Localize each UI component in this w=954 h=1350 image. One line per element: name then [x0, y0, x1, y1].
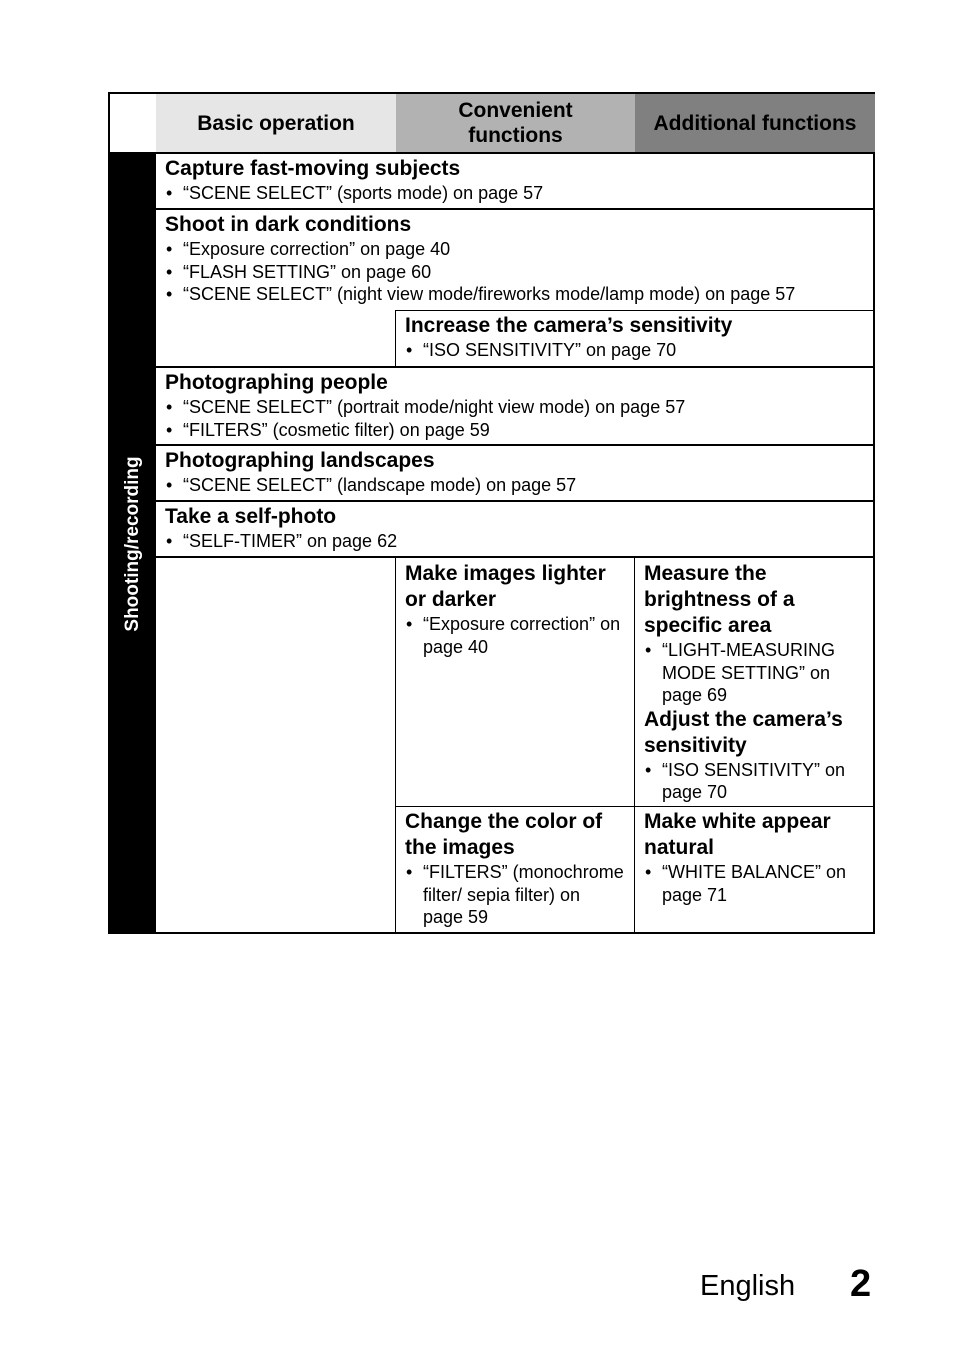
section-lighter-darker — [396, 559, 634, 806]
list-item: • “ISO SENSITIVITY” on page 70 — [405, 339, 866, 362]
side-category-bar — [110, 154, 156, 934]
page-number: 2 — [850, 1263, 872, 1305]
list-item: • “WHITE BALANCE” on page 71 — [644, 861, 866, 906]
section-dark-conditions — [156, 210, 875, 310]
reference-list — [405, 613, 625, 658]
section-title: Capture fast-moving subjects — [165, 157, 461, 180]
section-title: Adjust the camera’s sensitivity — [644, 707, 843, 757]
reference-list — [405, 339, 866, 362]
section-title: Make images lighter or darker — [405, 562, 606, 611]
reference-list — [165, 474, 866, 497]
list-item: • “FILTERS” (cosmetic filter) on page 59 — [165, 419, 866, 442]
section-fast-moving — [156, 154, 875, 208]
section-title: Take a self-photo — [165, 505, 337, 528]
section-title: Photographing landscapes — [165, 449, 435, 472]
list-item: • “Exposure correction” on page 40 — [405, 613, 625, 658]
header-basic-operation: Basic operation — [156, 94, 396, 152]
list-item: • “FILTERS” (monochrome filter/ sepia filter) on page 59 — [405, 861, 625, 929]
list-item: • “SELF-TIMER” on page 62 — [165, 530, 866, 553]
section-photographing-landscapes — [156, 446, 875, 500]
reference-list — [165, 182, 866, 205]
section-photographing-people — [156, 368, 875, 444]
list-item: • “SCENE SELECT” (landscape mode) on page 57 — [165, 474, 866, 497]
section-self-photo — [156, 502, 875, 556]
header-additional-functions: Additional functions — [635, 94, 875, 152]
section-title: Make white appear natural — [644, 810, 831, 859]
list-item: • “SCENE SELECT” (sports mode) on page 57 — [165, 182, 866, 205]
section-measure-adjust — [635, 559, 875, 806]
side-category-label: Shooting/recording — [122, 456, 143, 632]
reference-list — [644, 639, 866, 707]
list-item: • “Exposure correction” on page 40 — [165, 238, 866, 261]
section-title: Change the color of the images — [405, 810, 603, 859]
reference-list — [165, 530, 866, 553]
list-item: • “SCENE SELECT” (portrait mode/night view mode) on page 57 — [165, 396, 866, 419]
footer-language: English — [700, 1270, 796, 1302]
reference-list — [405, 861, 625, 929]
header-convenient-functions: Convenient functions — [396, 94, 635, 152]
list-item: • “SCENE SELECT” (night view mode/fireworks mode/lamp mode) on page 57 — [165, 283, 866, 306]
reference-list — [644, 861, 866, 906]
section-change-color — [396, 807, 634, 933]
section-title: Measure the brightness of a specific area — [644, 562, 795, 637]
list-item: • “ISO SENSITIVITY” on page 70 — [644, 759, 866, 804]
section-white-balance — [635, 807, 875, 933]
section-title: Photographing people — [165, 371, 388, 394]
function-table — [108, 92, 875, 934]
reference-list — [165, 238, 866, 306]
list-item: • “FLASH SETTING” on page 60 — [165, 261, 866, 284]
reference-list — [644, 759, 866, 804]
list-item: • “LIGHT-MEASURING MODE SETTING” on page 69 — [644, 639, 866, 707]
section-title: Increase the camera’s sensitivity — [405, 314, 733, 337]
section-increase-sensitivity — [396, 311, 875, 365]
reference-list — [165, 396, 866, 441]
section-title: Shoot in dark conditions — [165, 213, 412, 236]
